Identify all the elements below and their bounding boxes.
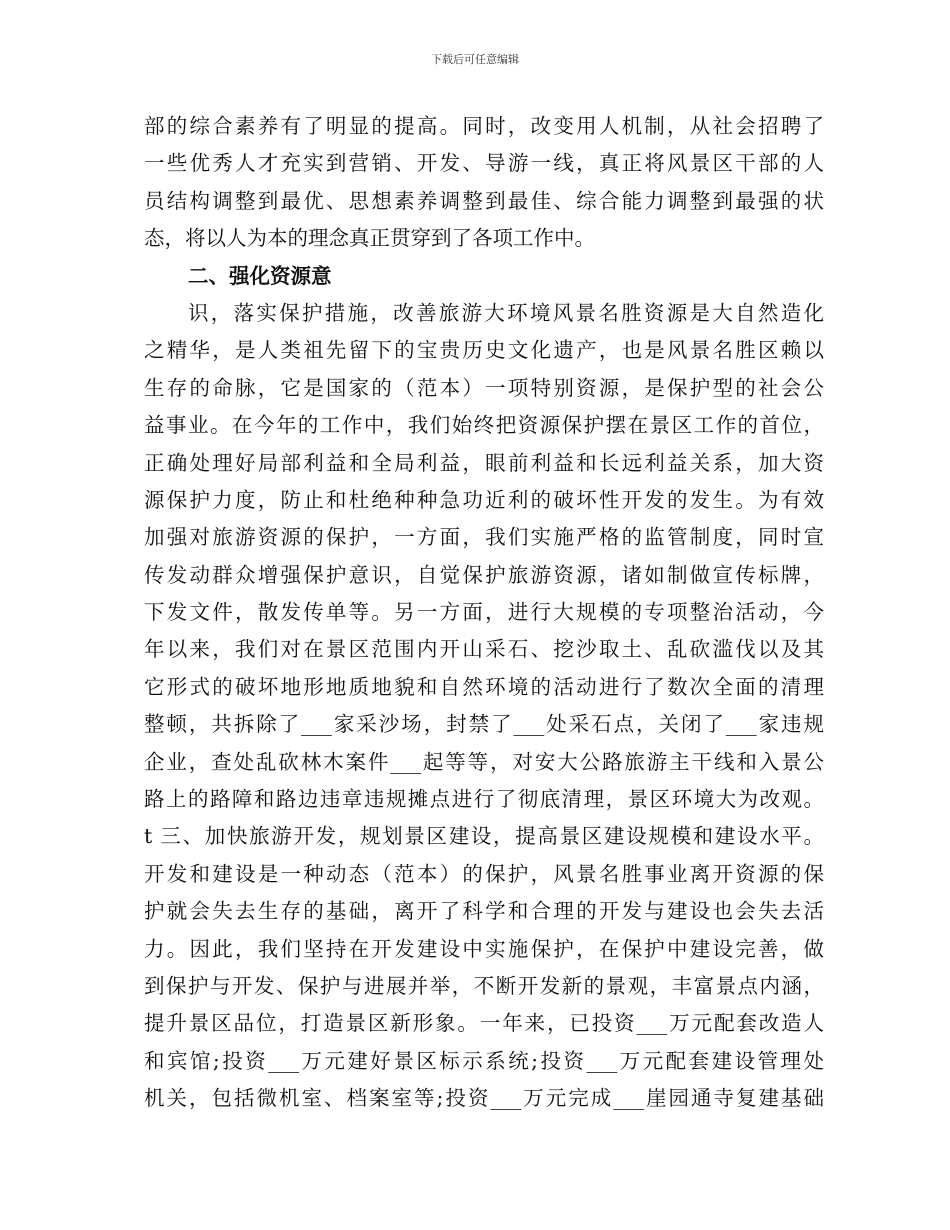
page-header: 下载后可任意编辑 <box>431 53 519 66</box>
paragraph-line: 一些优秀人才充实到营销、开发、导游一线，真正将风景区干部的人 <box>144 151 824 176</box>
paragraph-line: 正确处理好局部利益和全局利益，眼前利益和长远利益关系，加大资 <box>144 450 824 475</box>
section-heading: 二、强化资源意 <box>188 263 332 288</box>
paragraph-line: 到保护与开发、保护与进展并举，不断开发新的景观，丰富景点内涵， <box>144 973 824 998</box>
paragraph-line: 传发动群众增强保护意识，自觉保护旅游资源，诸如制做宣传标牌， <box>144 562 824 587</box>
paragraph-line: 和宾馆;投资___万元建好景区标示系统;投资___万元配套建设管理处 <box>144 1048 824 1073</box>
paragraph-line: 它形式的破坏地形地质地貌和自然环境的活动进行了数次全面的清理 <box>144 674 824 699</box>
paragraph-line: 年以来，我们对在景区范围内开山采石、挖沙取土、乱砍滥伐以及其 <box>144 637 824 662</box>
paragraph-line: 路上的路障和路边违章违规摊点进行了彻底清理，景区环境大为改观。 <box>144 787 824 812</box>
paragraph-line: 源保护力度，防止和杜绝种种急功近利的破坏性开发的发生。为有效 <box>144 487 824 512</box>
paragraph-line: 开发和建设是一种动态（范本）的保护，风景名胜事业离开资源的保 <box>144 861 824 886</box>
paragraph-line: 生存的命脉，它是国家的（范本）一项特别资源，是保护型的社会公 <box>144 375 824 400</box>
paragraph-line: t 三、加快旅游开发，规划景区建设，提高景区建设规模和建设水平。 <box>144 824 824 849</box>
paragraph-line: 力。因此，我们坚持在开发建设中实施保护，在保护中建设完善，做 <box>144 936 824 961</box>
paragraph-line: 态，将以人为本的理念真正贯穿到了各项工作中。 <box>144 226 595 251</box>
document-body <box>144 108 824 1118</box>
paragraph-line: 益事业。在今年的工作中，我们始终把资源保护摆在景区工作的首位， <box>144 413 824 438</box>
paragraph-line: 之精华，是人类祖先留下的宝贵历史文化遗产，也是风景名胜区赖以 <box>144 338 824 363</box>
paragraph-line: 机关，包括微机室、档案室等;投资___万元完成___崖园通寺复建基础 <box>144 1086 824 1111</box>
paragraph-line: 部的综合素养有了明显的提高。同时，改变用人机制，从社会招聘了 <box>144 114 824 138</box>
paragraph-line: 下发文件，散发传单等。另一方面，进行大规模的专项整治活动，今 <box>144 600 824 625</box>
paragraph-line: 识，落实保护措施，改善旅游大环境风景名胜资源是大自然造化 <box>188 300 824 325</box>
paragraph-line: 提升景区品位，打造景区新形象。一年来，已投资___万元配套改造人 <box>144 1011 824 1036</box>
paragraph-line: 员结构调整到最优、思想素养调整到最佳、综合能力调整到最强的状 <box>144 188 824 213</box>
paragraph-line: 整顿，共拆除了___家采沙场，封禁了___处采石点，关闭了___家违规 <box>144 712 824 737</box>
paragraph-line: 企业，查处乱砍林木案件___起等等，对安大公路旅游主干线和入景公 <box>144 749 824 774</box>
paragraph-line: 加强对旅游资源的保护，一方面，我们实施严格的监管制度，同时宣 <box>144 525 824 550</box>
paragraph-line: 护就会失去生存的基础，离开了科学和合理的开发与建设也会失去活 <box>144 899 824 924</box>
